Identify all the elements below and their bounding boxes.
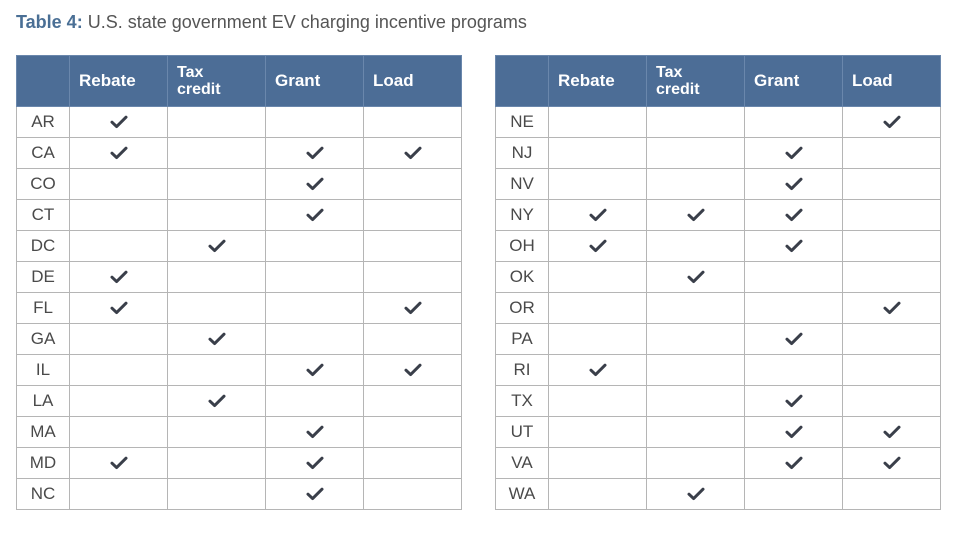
tax-credit-cell — [647, 417, 745, 448]
rebate-cell — [70, 231, 168, 262]
table-row — [496, 479, 941, 510]
table-row — [496, 448, 941, 479]
check-icon — [306, 487, 324, 501]
rebate-cell — [70, 169, 168, 200]
state-cell: LA — [17, 386, 70, 417]
rebate-cell — [549, 200, 647, 231]
table-row — [496, 386, 941, 417]
table-caption-text: U.S. state government EV charging incentive programs — [87, 12, 527, 32]
table-row — [496, 138, 941, 169]
check-icon — [883, 456, 901, 470]
load-cell — [843, 169, 941, 200]
tax-credit-cell — [647, 386, 745, 417]
tax-credit-cell — [647, 355, 745, 386]
load-cell — [843, 417, 941, 448]
check-icon — [208, 239, 226, 253]
rebate-cell — [549, 355, 647, 386]
tax-credit-cell — [168, 355, 266, 386]
check-icon — [110, 456, 128, 470]
state-cell: VA — [496, 448, 549, 479]
rebate-cell — [70, 417, 168, 448]
load-cell — [364, 355, 462, 386]
check-icon — [687, 208, 705, 222]
table-header-row — [17, 56, 462, 107]
tax-credit-cell — [168, 417, 266, 448]
state-cell: DC — [17, 231, 70, 262]
state-cell: CO — [17, 169, 70, 200]
table-row — [496, 355, 941, 386]
table-row — [17, 324, 462, 355]
load-cell — [364, 231, 462, 262]
load-cell — [364, 107, 462, 138]
rebate-cell — [70, 355, 168, 386]
tax-credit-cell — [168, 324, 266, 355]
grant-cell — [745, 293, 843, 324]
tax-credit-cell — [168, 293, 266, 324]
state-cell: CA — [17, 138, 70, 169]
state-cell: DE — [17, 262, 70, 293]
header-tax-credit — [168, 56, 266, 107]
table-row — [496, 231, 941, 262]
check-icon — [306, 177, 324, 191]
check-icon — [785, 239, 803, 253]
grant-cell — [745, 107, 843, 138]
header-tax-credit — [647, 56, 745, 107]
tax-credit-cell — [647, 324, 745, 355]
table-row — [496, 169, 941, 200]
state-cell: MA — [17, 417, 70, 448]
state-cell: GA — [17, 324, 70, 355]
tax-credit-cell — [647, 107, 745, 138]
table-row — [17, 355, 462, 386]
check-icon — [883, 425, 901, 439]
incentive-table-right — [495, 55, 941, 510]
tax-credit-cell — [168, 231, 266, 262]
rebate-cell — [549, 417, 647, 448]
check-icon — [306, 425, 324, 439]
table-row — [17, 386, 462, 417]
check-icon — [306, 456, 324, 470]
check-icon — [785, 177, 803, 191]
rebate-cell — [549, 231, 647, 262]
rebate-cell — [549, 262, 647, 293]
state-cell: RI — [496, 355, 549, 386]
check-icon — [589, 363, 607, 377]
rebate-cell — [549, 324, 647, 355]
check-icon — [110, 270, 128, 284]
check-icon — [883, 301, 901, 315]
rebate-cell — [549, 293, 647, 324]
load-cell — [364, 417, 462, 448]
table-row — [17, 448, 462, 479]
check-icon — [785, 425, 803, 439]
rebate-cell — [70, 479, 168, 510]
check-icon — [110, 146, 128, 160]
rebate-cell — [549, 169, 647, 200]
check-icon — [404, 301, 422, 315]
grant-cell — [745, 169, 843, 200]
check-icon — [110, 301, 128, 315]
table-row — [496, 417, 941, 448]
table-row — [17, 417, 462, 448]
table-row — [17, 293, 462, 324]
grant-cell — [745, 231, 843, 262]
table-row — [17, 107, 462, 138]
load-cell — [364, 169, 462, 200]
rebate-cell — [549, 138, 647, 169]
table-row — [17, 479, 462, 510]
table-row — [496, 293, 941, 324]
state-cell: AR — [17, 107, 70, 138]
check-icon — [589, 208, 607, 222]
grant-cell — [266, 355, 364, 386]
grant-cell — [266, 231, 364, 262]
grant-cell — [745, 386, 843, 417]
state-cell: NC — [17, 479, 70, 510]
rebate-cell — [70, 293, 168, 324]
load-cell — [843, 231, 941, 262]
header-load: Load — [843, 56, 941, 107]
grant-cell — [745, 479, 843, 510]
tax-credit-cell — [647, 479, 745, 510]
state-cell: UT — [496, 417, 549, 448]
state-cell: NJ — [496, 138, 549, 169]
load-cell — [843, 262, 941, 293]
check-icon — [589, 239, 607, 253]
grant-cell — [745, 262, 843, 293]
header-rebate: Rebate — [70, 56, 168, 107]
check-icon — [687, 487, 705, 501]
rebate-cell — [70, 448, 168, 479]
rebate-cell — [549, 386, 647, 417]
table-row — [17, 138, 462, 169]
check-icon — [208, 332, 226, 346]
rebate-cell — [70, 200, 168, 231]
check-icon — [404, 146, 422, 160]
load-cell — [364, 293, 462, 324]
tax-credit-cell — [168, 138, 266, 169]
check-icon — [306, 146, 324, 160]
load-cell — [843, 107, 941, 138]
load-cell — [364, 200, 462, 231]
load-cell — [364, 262, 462, 293]
rebate-cell — [70, 138, 168, 169]
table-row — [496, 107, 941, 138]
state-cell: OH — [496, 231, 549, 262]
grant-cell — [266, 479, 364, 510]
state-cell: PA — [496, 324, 549, 355]
header-tax-credit-label: Tax credit — [656, 64, 700, 98]
tax-credit-cell — [168, 262, 266, 293]
grant-cell — [266, 417, 364, 448]
tax-credit-cell — [168, 107, 266, 138]
state-cell: NE — [496, 107, 549, 138]
state-cell: NV — [496, 169, 549, 200]
state-cell: CT — [17, 200, 70, 231]
rebate-cell — [549, 479, 647, 510]
check-icon — [687, 270, 705, 284]
check-icon — [785, 146, 803, 160]
check-icon — [110, 115, 128, 129]
load-cell — [843, 138, 941, 169]
rebate-cell — [70, 107, 168, 138]
grant-cell — [266, 324, 364, 355]
incentive-table-left — [16, 55, 462, 510]
grant-cell — [266, 262, 364, 293]
grant-cell — [745, 324, 843, 355]
tax-credit-cell — [168, 448, 266, 479]
load-cell — [843, 479, 941, 510]
check-icon — [208, 394, 226, 408]
grant-cell — [745, 200, 843, 231]
state-cell: FL — [17, 293, 70, 324]
load-cell — [843, 448, 941, 479]
header-tax-credit-label: Tax credit — [177, 64, 221, 98]
grant-cell — [745, 448, 843, 479]
tax-credit-cell — [647, 448, 745, 479]
header-grant: Grant — [745, 56, 843, 107]
grant-cell — [745, 138, 843, 169]
table-row — [17, 200, 462, 231]
grant-cell — [266, 169, 364, 200]
grant-cell — [745, 417, 843, 448]
table-header-row — [496, 56, 941, 107]
tax-credit-cell — [168, 200, 266, 231]
header-grant: Grant — [266, 56, 364, 107]
grant-cell — [266, 448, 364, 479]
grant-cell — [266, 386, 364, 417]
header-state — [17, 56, 70, 107]
table-caption — [16, 10, 527, 34]
grant-cell — [266, 293, 364, 324]
rebate-cell — [70, 262, 168, 293]
table-row — [17, 262, 462, 293]
tax-credit-cell — [647, 138, 745, 169]
check-icon — [306, 208, 324, 222]
tax-credit-cell — [168, 169, 266, 200]
rebate-cell — [549, 107, 647, 138]
table-row — [17, 231, 462, 262]
tax-credit-cell — [647, 231, 745, 262]
rebate-cell — [70, 386, 168, 417]
state-cell: OK — [496, 262, 549, 293]
check-icon — [785, 208, 803, 222]
table-caption-label: Table 4: — [16, 12, 83, 32]
check-icon — [785, 394, 803, 408]
tax-credit-cell — [647, 169, 745, 200]
state-cell: MD — [17, 448, 70, 479]
state-cell: OR — [496, 293, 549, 324]
load-cell — [843, 355, 941, 386]
tax-credit-cell — [647, 200, 745, 231]
state-cell: NY — [496, 200, 549, 231]
table-row — [17, 169, 462, 200]
tax-credit-cell — [168, 386, 266, 417]
state-cell: WA — [496, 479, 549, 510]
table-row — [496, 324, 941, 355]
state-cell: IL — [17, 355, 70, 386]
tax-credit-cell — [168, 479, 266, 510]
load-cell — [843, 293, 941, 324]
rebate-cell — [549, 448, 647, 479]
grant-cell — [266, 200, 364, 231]
load-cell — [364, 386, 462, 417]
rebate-cell — [70, 324, 168, 355]
load-cell — [843, 200, 941, 231]
grant-cell — [266, 107, 364, 138]
load-cell — [364, 479, 462, 510]
header-rebate: Rebate — [549, 56, 647, 107]
check-icon — [306, 363, 324, 377]
load-cell — [364, 324, 462, 355]
check-icon — [883, 115, 901, 129]
load-cell — [364, 138, 462, 169]
tax-credit-cell — [647, 262, 745, 293]
state-cell: TX — [496, 386, 549, 417]
header-state — [496, 56, 549, 107]
tax-credit-cell — [647, 293, 745, 324]
load-cell — [843, 386, 941, 417]
load-cell — [364, 448, 462, 479]
grant-cell — [745, 355, 843, 386]
header-load: Load — [364, 56, 462, 107]
table-row — [496, 262, 941, 293]
check-icon — [404, 363, 422, 377]
load-cell — [843, 324, 941, 355]
grant-cell — [266, 138, 364, 169]
check-icon — [785, 456, 803, 470]
check-icon — [785, 332, 803, 346]
table-row — [496, 200, 941, 231]
